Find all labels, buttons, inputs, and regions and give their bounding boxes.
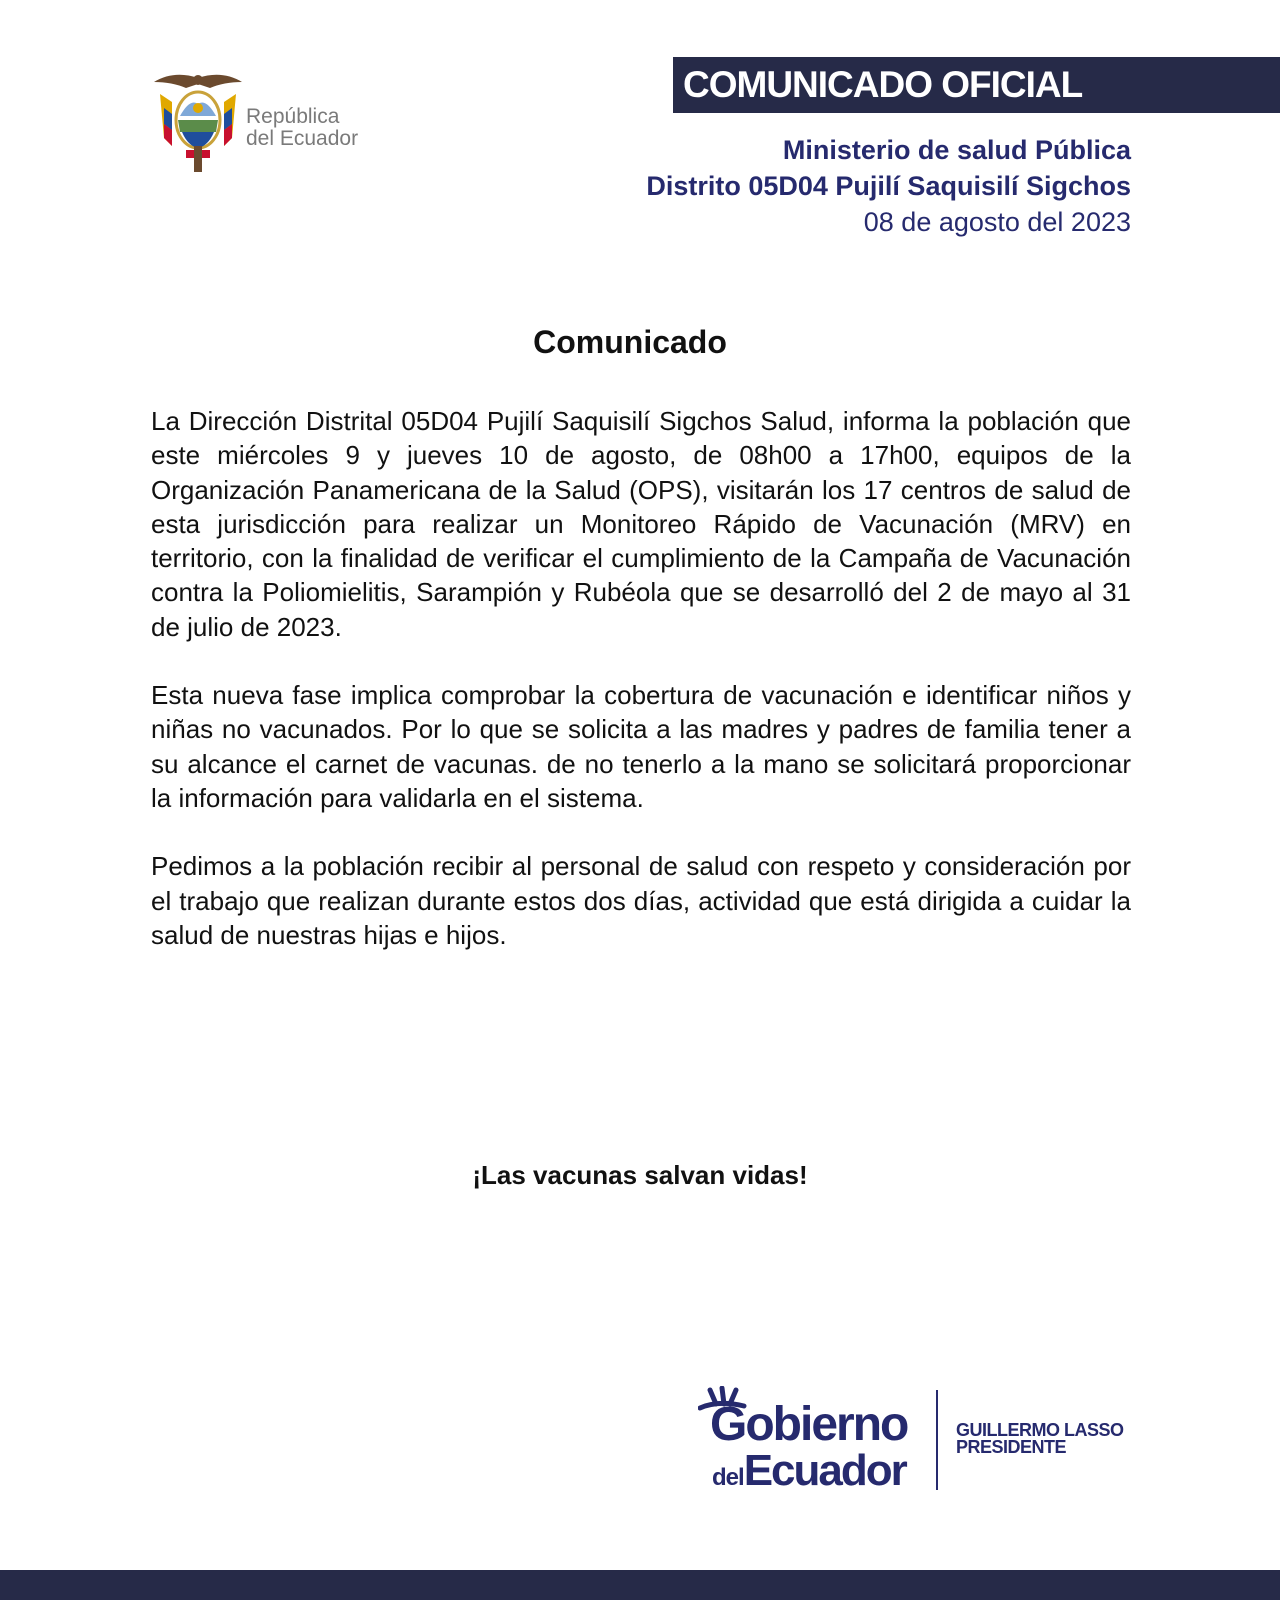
issuer-ministry: Ministerio de salud Pública <box>782 135 1131 165</box>
body-paragraph: La Dirección Distrital 05D04 Pujilí Saquisilí Sigchos Salud, informa la población que este miércoles 9 y jueves 10 de agosto, de 08h00 a 17h00, equipos de la Organización Panamericana de la Salud (OPS), visitarán los 17 centros de salud de esta jurisdicción para realizar un Monitoreo Rápido de Vacunación (MRV) en territorio, con la finalidad de verificar el cumplimiento de la Campaña de Vacunación contra la Poliomielitis, Sarampión y Rubéola que se desarrolló del 2 de mayo al 31 de julio de 2023. <box>151 406 1131 642</box>
body-paragraph: Pedimos a la población recibir al personal de salud con respeto y consideración por el trabajo que realizan durante estos dos días, actividad que está dirigida a cuidar la salud de nuestras hijas e hijos. <box>151 851 1131 950</box>
logo-word-del: del <box>712 1464 744 1491</box>
seal-label <box>246 106 358 150</box>
president-name: GUILLERMO LASSO <box>956 1420 1124 1440</box>
slogan: ¡Las vacunas salvan vidas! <box>472 1160 808 1190</box>
seal-label-line2: del Ecuador <box>246 127 359 150</box>
document-date: 08 de agosto del 2023 <box>863 207 1131 237</box>
seal-label-line1: República <box>246 105 340 128</box>
president-block <box>956 1422 1124 1456</box>
issuer-block <box>646 132 1131 240</box>
coat-of-arms-icon <box>150 68 246 174</box>
official-banner: COMUNICADO OFICIAL <box>673 57 1280 113</box>
logo-word-gobierno: Gobierno <box>710 1398 908 1451</box>
footer-bar <box>0 1570 1280 1600</box>
government-logo <box>698 1386 928 1496</box>
logo-word-ecuador-text: Ecuador <box>743 1446 906 1495</box>
body-paragraph: Esta nueva fase implica comprobar la cobertura de vacunación e identificar niños y niñas no vacunados. Por lo que se solicita a las madres y padres de familia tener a su alcance el carnet de vacunas. de no tenerlo a la mano se solicitará proporcionar la información para validarla en el sistema. <box>151 680 1131 813</box>
logo-word-ecuador <box>712 1446 906 1496</box>
logo-divider <box>936 1390 938 1490</box>
document-body <box>151 404 1131 986</box>
issuer-district: Distrito 05D04 Pujilí Saquisilí Sigchos <box>646 171 1131 201</box>
president-title: PRESIDENTE <box>956 1437 1067 1457</box>
document-title: Comunicado <box>533 324 727 360</box>
